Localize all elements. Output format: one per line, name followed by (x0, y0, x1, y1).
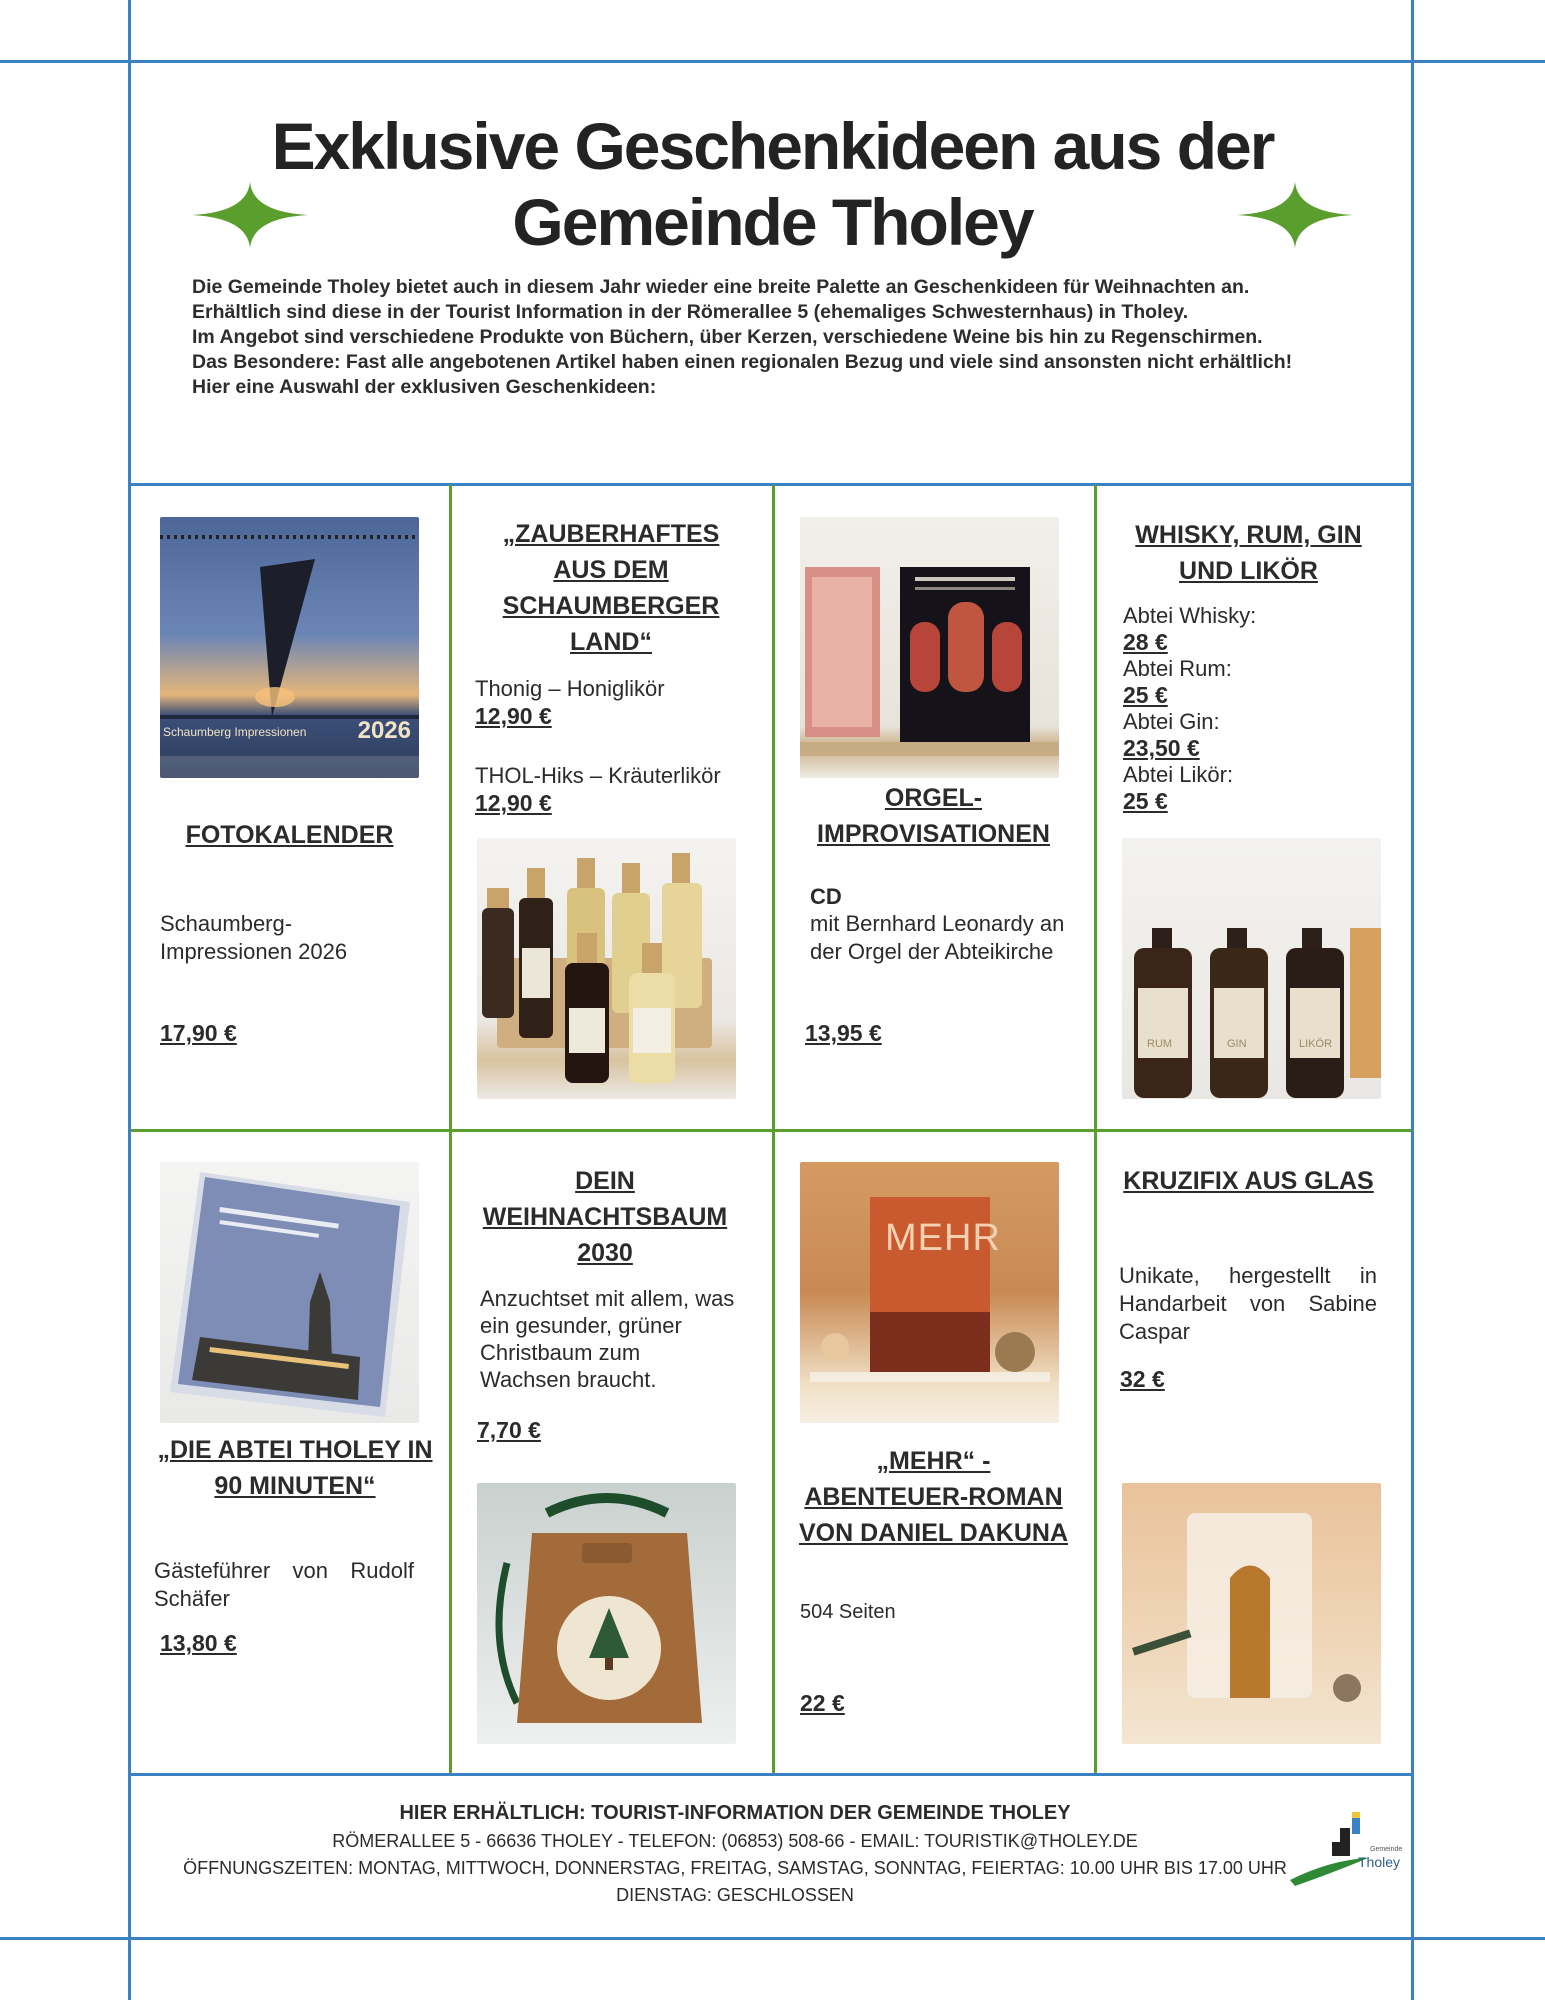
frame-left-line (128, 0, 131, 2000)
tree-kit-photo (477, 1483, 736, 1744)
grid-row-divider (131, 1129, 1411, 1132)
thonig-item: Thonig – Honiglikör (475, 676, 665, 701)
sparkle-icon (190, 180, 310, 250)
footer-headline: HIER ERHÄLTLICH: TOURIST-INFORMATION DER GEMEINDE THOLEY (399, 1802, 1071, 1824)
kruzifix-photo (1122, 1483, 1381, 1744)
grid-bottom-line (128, 1773, 1411, 1776)
weihnachtsbaum-desc: Anzuchtset mit allem, was ein gesunder, grüner Christbaum zum Wachsen braucht. (480, 1286, 735, 1392)
fotokalender-heading: FOTOKALENDER (185, 821, 394, 849)
weihnachtsbaum-heading: DEIN WEIHNACHTSBAUM 2030 (482, 1167, 728, 1267)
frame-right-line (1411, 0, 1414, 2000)
page-title: Exklusive Geschenkideen aus der Gemeinde Tholey (271, 109, 1274, 259)
orgel-desc: mit Bernhard Leonardy an der Orgel der Abteikirche (810, 911, 1065, 964)
zauberhaftes-heading: „ZAUBERHAFTES AUS DEM SCHAUMBERGER LAND“ (502, 520, 720, 656)
abtei-heading: „DIE ABTEI THOLEY IN 90 MINUTEN“ (157, 1436, 433, 1500)
thonig-price: 12,90 € (475, 703, 552, 729)
orgel-price: 13,95 € (805, 1020, 882, 1046)
kruzifix-price: 32 € (1120, 1366, 1165, 1392)
abtei-book-photo (160, 1162, 419, 1423)
calendar-photo: Schaumberg Impressionen 2026 (160, 517, 419, 778)
organ-cd-photo (800, 517, 1059, 778)
spirits-list: Abtei Whisky: 28 € Abtei Rum: 25 € Abtei Gin: 23,50 € Abtei Likör: 25 € (1123, 603, 1257, 814)
mehr-price: 22 € (800, 1690, 845, 1716)
mehr-desc: 504 Seiten (800, 1601, 896, 1623)
abtei-desc: Gästeführer von Rudolf Schäfer (154, 1558, 414, 1611)
whisky-heading: WHISKY, RUM, GIN UND LIKÖR (1135, 521, 1362, 585)
mehr-heading: „MEHR“ - ABENTEUER-ROMAN VON DANIEL DAKUNA (799, 1447, 1068, 1547)
footer-address: RÖMERALLEE 5 - 66636 THOLEY - TELEFON: (06853) 508-66 - EMAIL: TOURISTIK@THOLEY.DE (332, 1831, 1138, 1851)
orgel-heading: ORGEL- IMPROVISATIONEN (817, 784, 1050, 848)
weihnachtsbaum-price: 7,70 € (477, 1417, 541, 1443)
frame-top-line (0, 60, 1545, 63)
footer-info (130, 1798, 1340, 1909)
intro-text: Die Gemeinde Tholey bietet auch in diesem Jahr wieder eine breite Palette an Geschenkideen für Weihnachten an. Erhältlich sind diese in der Tourist Information in der Römerallee 5 (ehemaliges Schwesternhaus) in Tholey. Im Angebot sind verschiedene Produkte von Büchern, über Kerzen, verschiedene Weine bis hin zu Regenschirmen. Das Besondere: Fast alle angebotenen Artikel haben einen regionalen Bezug und viele sind ansonsten nicht erhältlich! Hier eine Auswahl der exklusiven Geschenkideen: (192, 276, 1293, 398)
sparkle-icon (1235, 180, 1355, 250)
footer-closed: DIENSTAG: GESCHLOSSEN (616, 1885, 854, 1905)
fotokalender-desc: Schaumberg- Impressionen 2026 (160, 911, 348, 964)
liqueur-photo (477, 838, 736, 1099)
thol-hiks-item: THOL-Hiks – Kräuterlikör (475, 763, 721, 788)
orgel-cd-label: CD (810, 884, 842, 909)
mehr-book-photo: MEHR (800, 1162, 1059, 1423)
grid-top-line (128, 483, 1411, 486)
kruzifix-desc: Unikate, hergestellt in Handarbeit von Sabine Caspar (1119, 1263, 1377, 1344)
tholey-logo: Gemeinde Tholey (1290, 1808, 1400, 1888)
abtei-price: 13,80 € (160, 1630, 237, 1656)
thol-hiks-price: 12,90 € (475, 790, 552, 816)
spirits-photo: RUM GIN LIKÖR (1122, 838, 1381, 1099)
kruzifix-heading: KRUZIFIX AUS GLAS (1123, 1167, 1374, 1195)
frame-bottom-line (0, 1937, 1545, 1940)
footer-hours: ÖFFNUNGSZEITEN: MONTAG, MITTWOCH, DONNERSTAG, FREITAG, SAMSTAG, SONNTAG, FEIERTAG: 10.00 UHR BIS 17.00 UHR (183, 1858, 1287, 1878)
fotokalender-price: 17,90 € (160, 1020, 237, 1046)
